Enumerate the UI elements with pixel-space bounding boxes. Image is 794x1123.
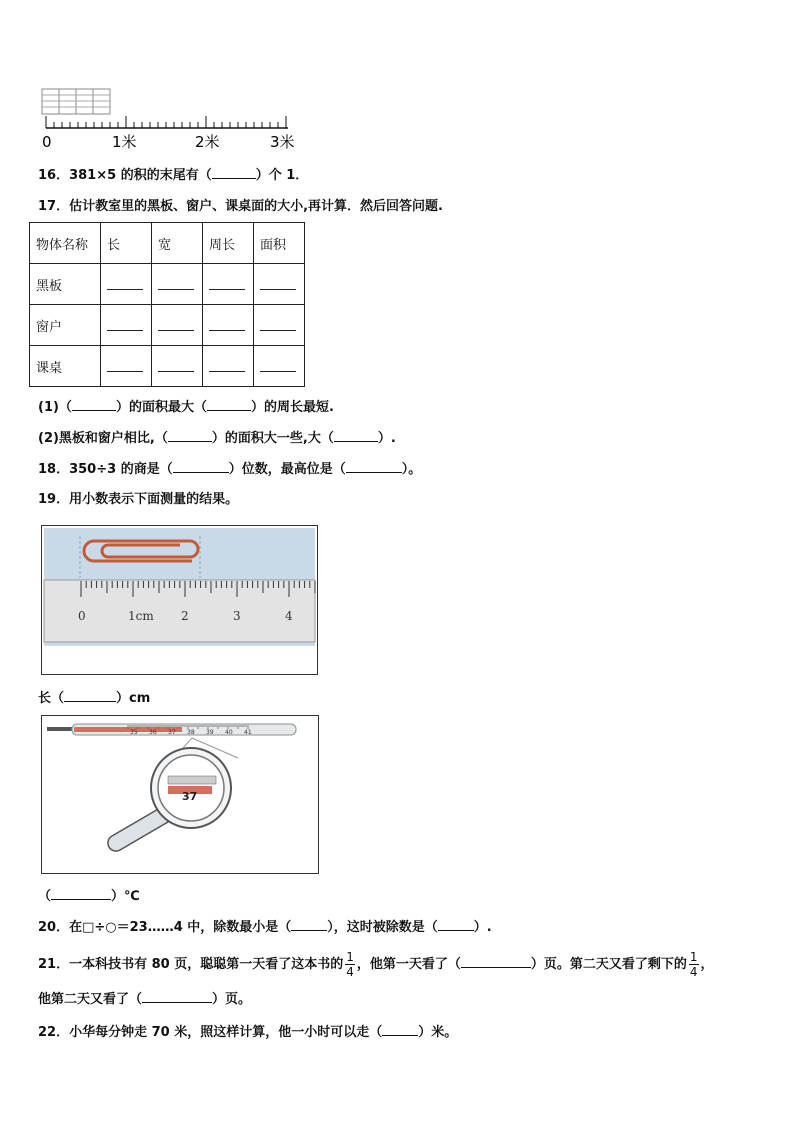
answer-blank[interactable] [173,460,229,473]
answer-blank[interactable] [438,918,474,931]
thermo-label-37: 37 [168,729,176,736]
answer-blank[interactable] [346,460,402,473]
magnifier-icon [108,738,238,851]
q17-sub1-c: ）的周长最短. [250,400,334,415]
answer-blank[interactable] [334,429,378,442]
tick-label-2: 2米 [195,133,220,151]
question-17-title: 17．估计教室里的黑板、窗户、课桌面的大小,再计算．然后回答问题. [38,199,443,214]
question-22 [38,1023,457,1042]
q21-a: 21．一本科技书有 80 页，聪聪第一天看了这本书的 [38,957,344,972]
header-area: 面积 [254,223,305,264]
thermo-label-36: 36 [149,729,157,736]
row-label-window: 窗户 [30,305,101,346]
header-perimeter: 周长 [203,223,254,264]
answer-blank[interactable] [260,275,296,290]
q16-answer-blank[interactable] [212,166,256,179]
answer-blank[interactable] [209,357,245,372]
q18-a: 18．350÷3 的商是（ [38,462,173,477]
fraction-denominator: 4 [689,965,698,979]
thermo-label-40: 40 [225,729,233,736]
question-21-line1 [38,948,714,982]
answer-blank[interactable] [158,275,194,290]
tick-label-3: 3米 [270,133,295,151]
answer-blank[interactable] [158,357,194,372]
temp-a: （ [38,889,52,904]
answer-blank[interactable] [209,316,245,331]
len-b: ）cm [116,691,151,706]
table-row [30,264,305,305]
q20-a: 20．在□÷○＝23……4 中，除数最小是（ [38,920,292,935]
header-width: 宽 [152,223,203,264]
q22-a: 22．小华每分钟走 70 米，照这样计算，他一小时可以走（ [38,1025,383,1040]
length-answer [38,689,150,708]
answer-blank[interactable] [461,955,531,968]
q21-d: ， [700,957,714,972]
answer-blank[interactable] [207,398,251,411]
ruler-label-2: 2 [181,609,189,623]
grid-block [42,89,110,114]
thermo-label-41: 41 [244,729,252,736]
tick-label-0: 0 [42,133,52,151]
q20-b: ），这时被除数是（ [327,920,438,935]
q21-e: 他第二天又看了（ [38,992,143,1007]
temperature-answer [38,887,140,906]
table-header-row [30,223,305,264]
meter-ruler-figure [38,86,308,152]
answer-blank[interactable] [168,429,212,442]
tick-label-1: 1米 [112,133,137,151]
thermometer-figure [41,715,319,874]
fraction-one-quarter [345,950,355,979]
ruler-label-4: 4 [285,609,293,623]
row-label-blackboard: 黑板 [30,264,101,305]
temperature-blank[interactable] [51,887,111,900]
answer-blank[interactable] [107,316,143,331]
question-21-line2 [38,990,251,1009]
q17-sub1-a: (1)（ [38,400,72,415]
row-label-desk: 课桌 [30,346,101,387]
question-17-sub2 [38,429,396,448]
q17-sub1-b: ）的面积最大（ [115,400,207,415]
estimate-table [29,222,305,387]
temp-b: ）℃ [111,889,140,904]
table-row [30,346,305,387]
answer-blank[interactable] [209,275,245,290]
answer-blank[interactable] [260,316,296,331]
thermo-label-35: 35 [130,729,138,736]
q16-text-before: 16．381×5 的积的末尾有（ [38,168,212,183]
fraction-denominator: 4 [346,965,354,979]
header-length: 长 [101,223,152,264]
question-20 [38,918,492,937]
paperclip-measure-figure [41,525,318,675]
question-16 [38,166,308,185]
header-object: 物体名称 [30,223,101,264]
question-17-sub1 [38,398,334,417]
q17-sub2-a: (2)黑板和窗户相比,（ [38,431,168,446]
q17-sub2-b: ）的面积大一些,大（ [211,431,334,446]
answer-blank[interactable] [72,398,116,411]
ruler-label-3: 3 [233,609,241,623]
q16-text-after: ）个 1． [255,168,309,183]
answer-blank[interactable] [142,990,212,1003]
len-a: 长（ [38,691,65,706]
table-row [30,305,305,346]
q22-b: ）米。 [418,1025,458,1040]
answer-blank[interactable] [382,1023,418,1036]
thermo-label-39: 39 [206,729,214,736]
q18-b: ）位数，最高位是（ [228,462,346,477]
answer-blank[interactable] [291,918,327,931]
q20-c: ）. [473,920,492,935]
length-blank[interactable] [64,689,116,702]
answer-blank[interactable] [260,357,296,372]
paperclip-ruler-svg [42,526,317,674]
answer-blank[interactable] [107,275,143,290]
zoom-label-37: 37 [182,790,198,803]
answer-blank[interactable] [158,316,194,331]
question-18 [38,460,421,479]
ruler-label-0: 0 [78,609,86,623]
q21-b: ，他第一天看了（ [356,957,461,972]
q17-sub2-c: ）. [377,431,396,446]
question-19-title: 19．用小数表示下面测量的结果。 [38,492,239,507]
q18-c: ）。 [401,462,422,477]
ruler-label-1: 1cm [128,609,154,623]
q21-c: ）页。第二天又看了剩下的 [530,957,687,972]
answer-blank[interactable] [107,357,143,372]
thermometer-svg [42,716,318,873]
fraction-one-quarter [689,950,699,979]
thermo-label-38: 38 [187,729,195,736]
q21-f: ）页。 [212,992,252,1007]
fraction-numerator: 1 [346,950,354,964]
fraction-numerator: 1 [689,950,698,964]
